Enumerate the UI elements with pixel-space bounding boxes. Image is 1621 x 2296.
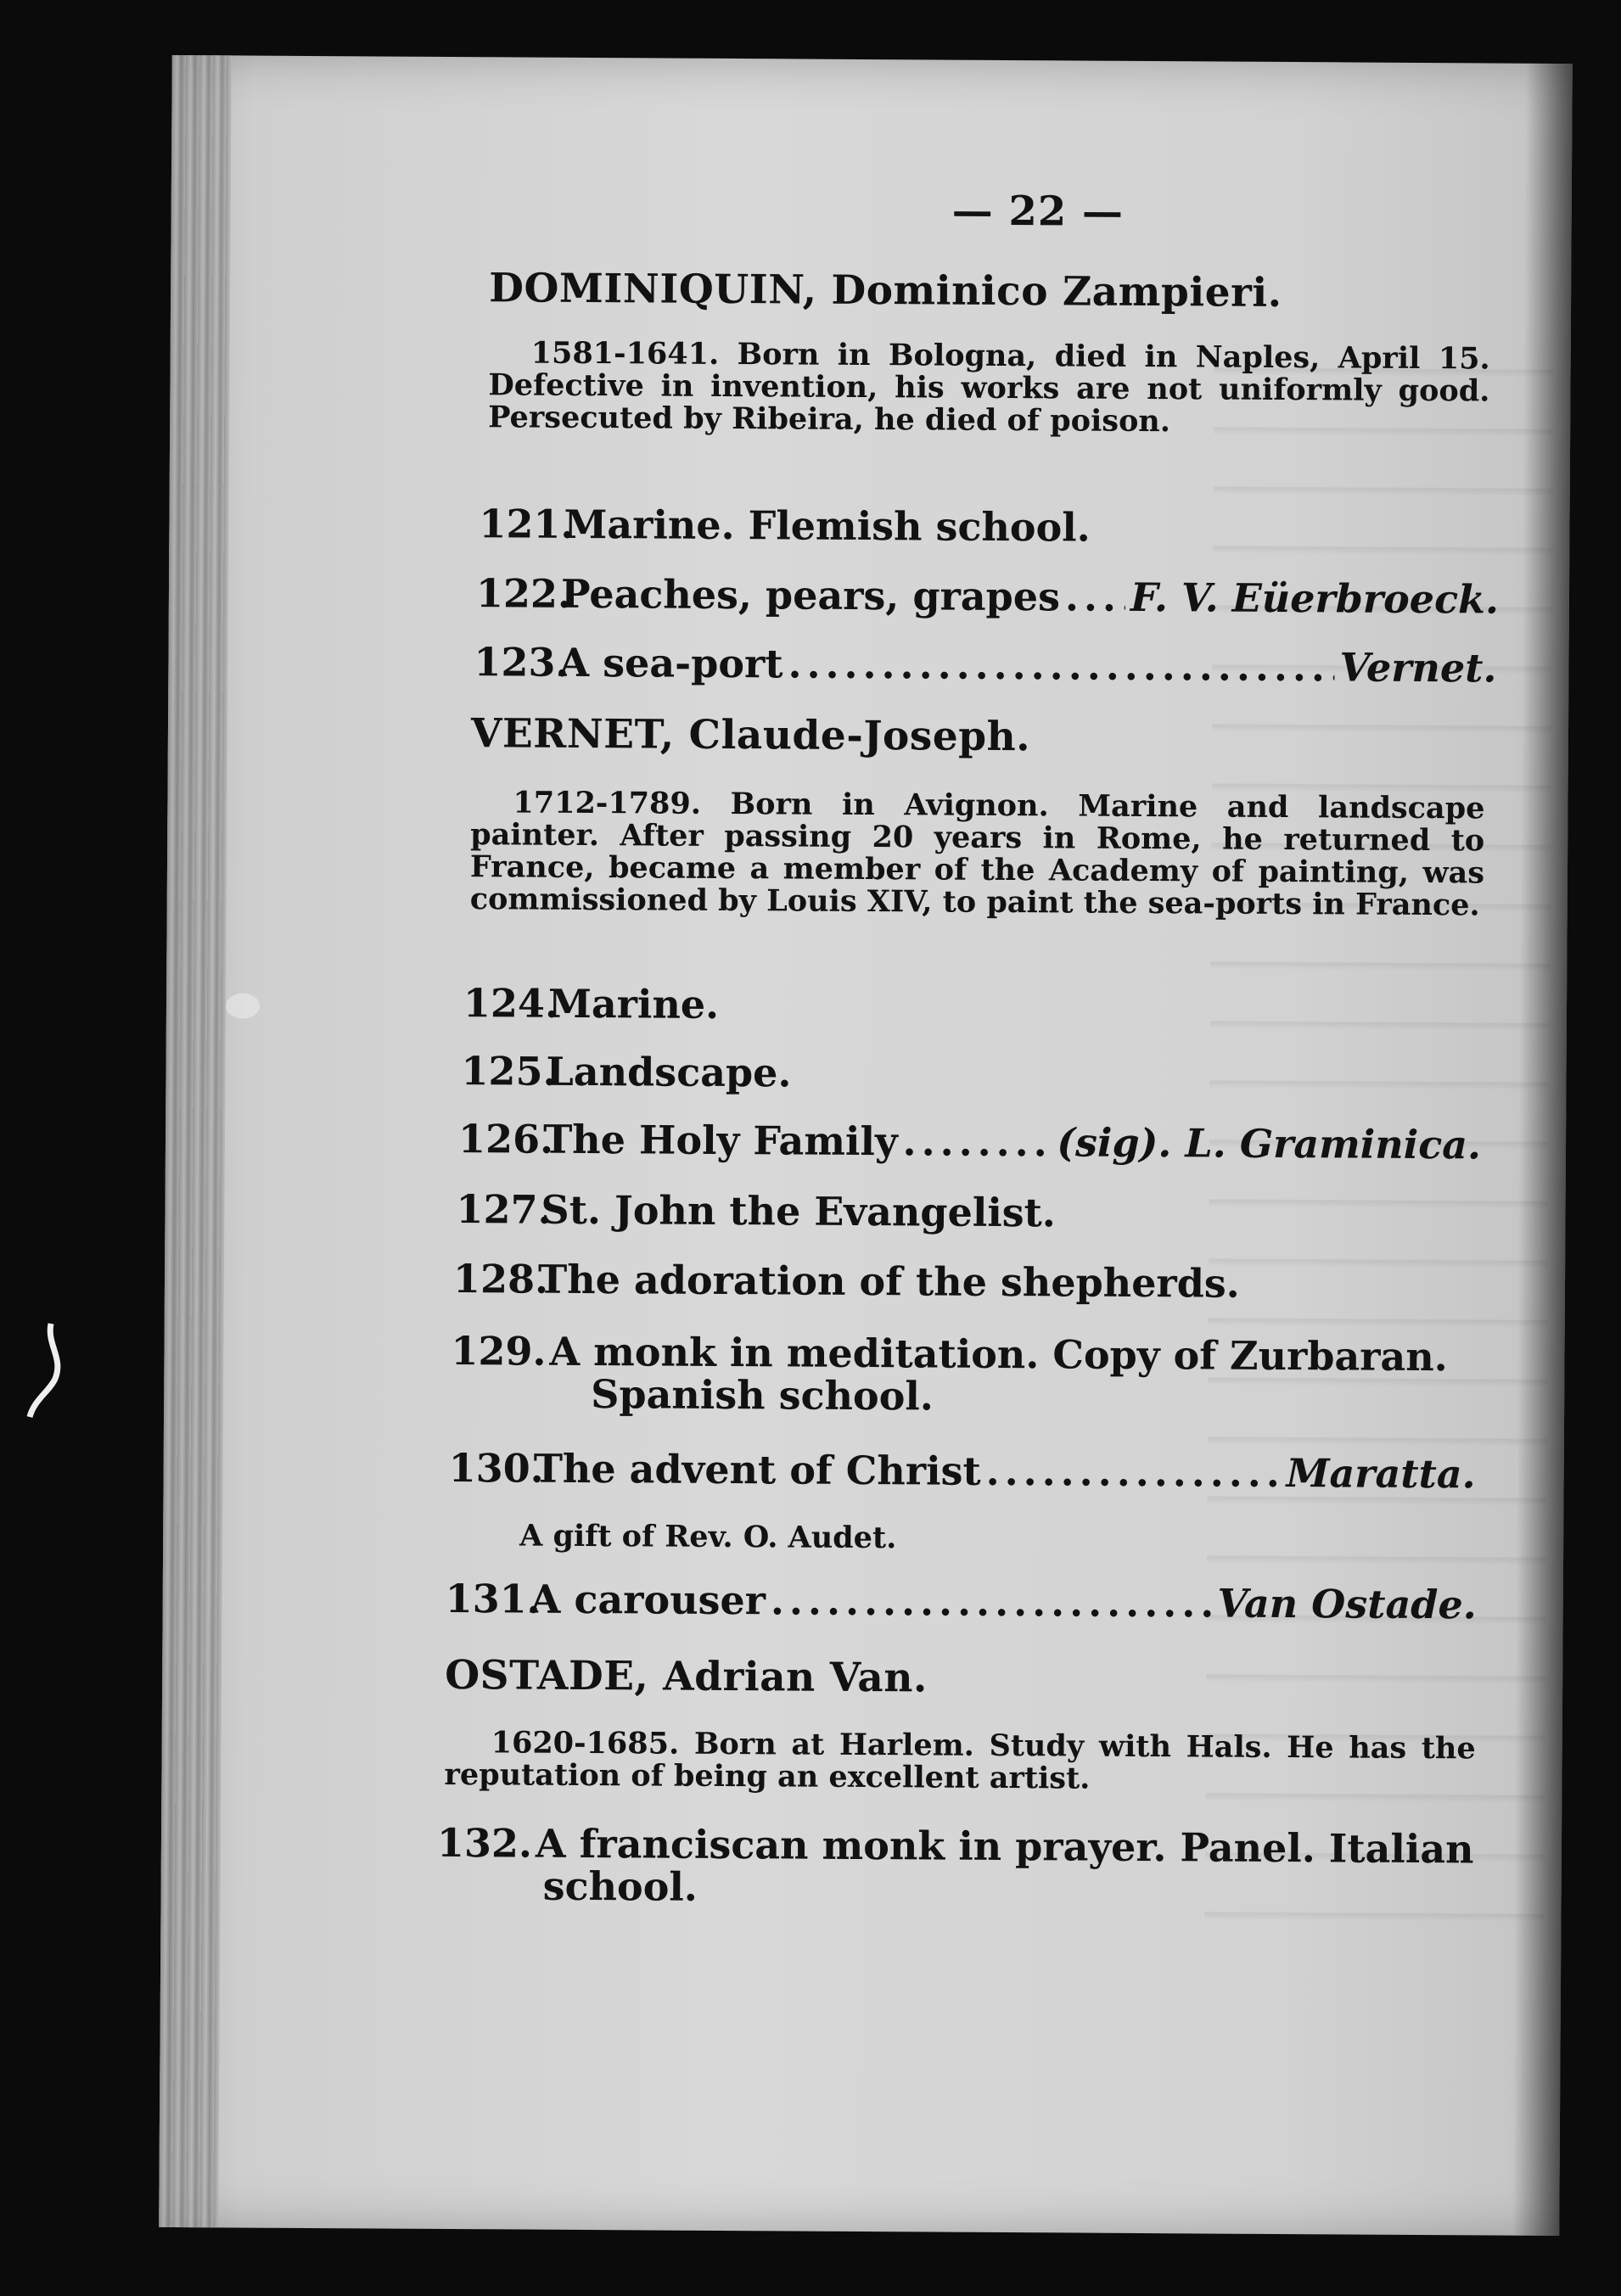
entry-number: 132.	[436, 1819, 533, 1867]
artist-name: VERNET,	[470, 710, 675, 759]
entry-number: 125.	[461, 1048, 557, 1095]
page-number: — 22 —	[951, 187, 1125, 236]
entry-attribution: F. V. Eüerbroeck.	[1130, 574, 1500, 623]
catalog-entry	[463, 982, 1482, 1030]
artist-full-name: Claude-Joseph.	[688, 711, 1031, 761]
artist-full-name: Dominico Zampieri.	[831, 266, 1282, 316]
catalog-entry	[446, 1577, 1477, 1626]
entry-number: 129.	[451, 1328, 547, 1375]
artist-biography: 1581-1641. Born in Bologna, died in Naples, April 15. Defective in invention, his works are not uniformly good. Persecuted by Ribeira, he died of poison.	[488, 335, 1490, 440]
entry-number: 131.	[445, 1575, 541, 1622]
entry-title: A monk in meditation. Copy of Zurbaran.	[549, 1328, 1448, 1380]
catalog-entry	[458, 1117, 1481, 1166]
catalog-entry	[456, 1188, 1474, 1236]
catalog-entry	[451, 1330, 1478, 1420]
entry-number: 130.	[448, 1445, 544, 1492]
entry-number: 127.	[456, 1186, 552, 1233]
gift-note: A gift of Rev. O. Audet.	[519, 1518, 897, 1556]
catalog-entry	[461, 1050, 1479, 1098]
artist-heading	[489, 265, 1282, 316]
artist-heading	[445, 1652, 928, 1701]
page-text	[159, 55, 1573, 2236]
entry-title: Landscape.	[546, 1048, 792, 1096]
catalog-entry	[475, 570, 1500, 623]
entry-title: Marine.	[547, 980, 720, 1028]
entry-title: The advent of Christ	[533, 1445, 981, 1494]
entry-title-continuation: Spanish school.	[591, 1371, 934, 1420]
artist-heading	[471, 710, 1031, 760]
entry-title: A carouser	[530, 1576, 766, 1624]
catalog-entry	[448, 1445, 1476, 1498]
book-page	[159, 55, 1573, 2236]
entry-title: The adoration of the shepherds.	[537, 1256, 1240, 1307]
entry-title: Peaches, pears, grapes	[560, 570, 1061, 620]
dot-leader	[903, 1120, 1052, 1163]
catalog-entry	[479, 502, 1497, 551]
artist-name: DOMINIQUIN,	[488, 265, 817, 314]
entry-title: Marine. Flemish school.	[564, 501, 1091, 551]
entry-attribution: Maratta.	[1286, 1450, 1476, 1498]
catalog-entry	[474, 639, 1497, 692]
dot-leader	[1065, 575, 1125, 618]
scratch-mark	[17, 1319, 76, 1421]
dot-leader	[788, 642, 1334, 688]
artist-full-name: Adrian Van.	[663, 1653, 928, 1702]
entry-title: The Holy Family	[542, 1116, 898, 1165]
entry-title: A franciscan monk in prayer. Panel. Italian	[535, 1820, 1474, 1873]
catalog-entry	[436, 1819, 1478, 1912]
entry-number: 128.	[452, 1256, 549, 1302]
entry-title: St. John the Evangelist.	[541, 1186, 1057, 1236]
entry-number: 122.	[475, 570, 572, 617]
entry-number: 124.	[463, 980, 559, 1027]
artist-name: OSTADE,	[445, 1651, 649, 1700]
catalog-entry	[453, 1257, 1472, 1306]
entry-number: 126.	[457, 1116, 554, 1162]
artist-biography: 1620-1685. Born at Harlem. Study with Hals. He has the reputation of being an excellent artist.	[444, 1725, 1476, 1796]
entry-attribution: (sig). L. Graminica.	[1057, 1119, 1482, 1168]
artist-biography: 1712-1789. Born in Avignon. Marine and landscape painter. After passing 20 years in Rome, he returned to France, became a member of the Academy of painting, was commissioned by Louis XIV, to paint the sea-ports in France.	[469, 785, 1485, 923]
paper-blemish	[226, 993, 260, 1018]
dot-leader	[771, 1579, 1213, 1624]
entry-number: 121.	[479, 501, 575, 547]
entry-number: 123.	[474, 639, 569, 686]
entry-title: A sea-port	[558, 639, 783, 687]
entry-title-continuation: school.	[542, 1862, 698, 1910]
dot-leader	[986, 1450, 1282, 1494]
entry-attribution: Vernet.	[1339, 644, 1497, 692]
entry-attribution: Van Ostade.	[1217, 1580, 1477, 1628]
